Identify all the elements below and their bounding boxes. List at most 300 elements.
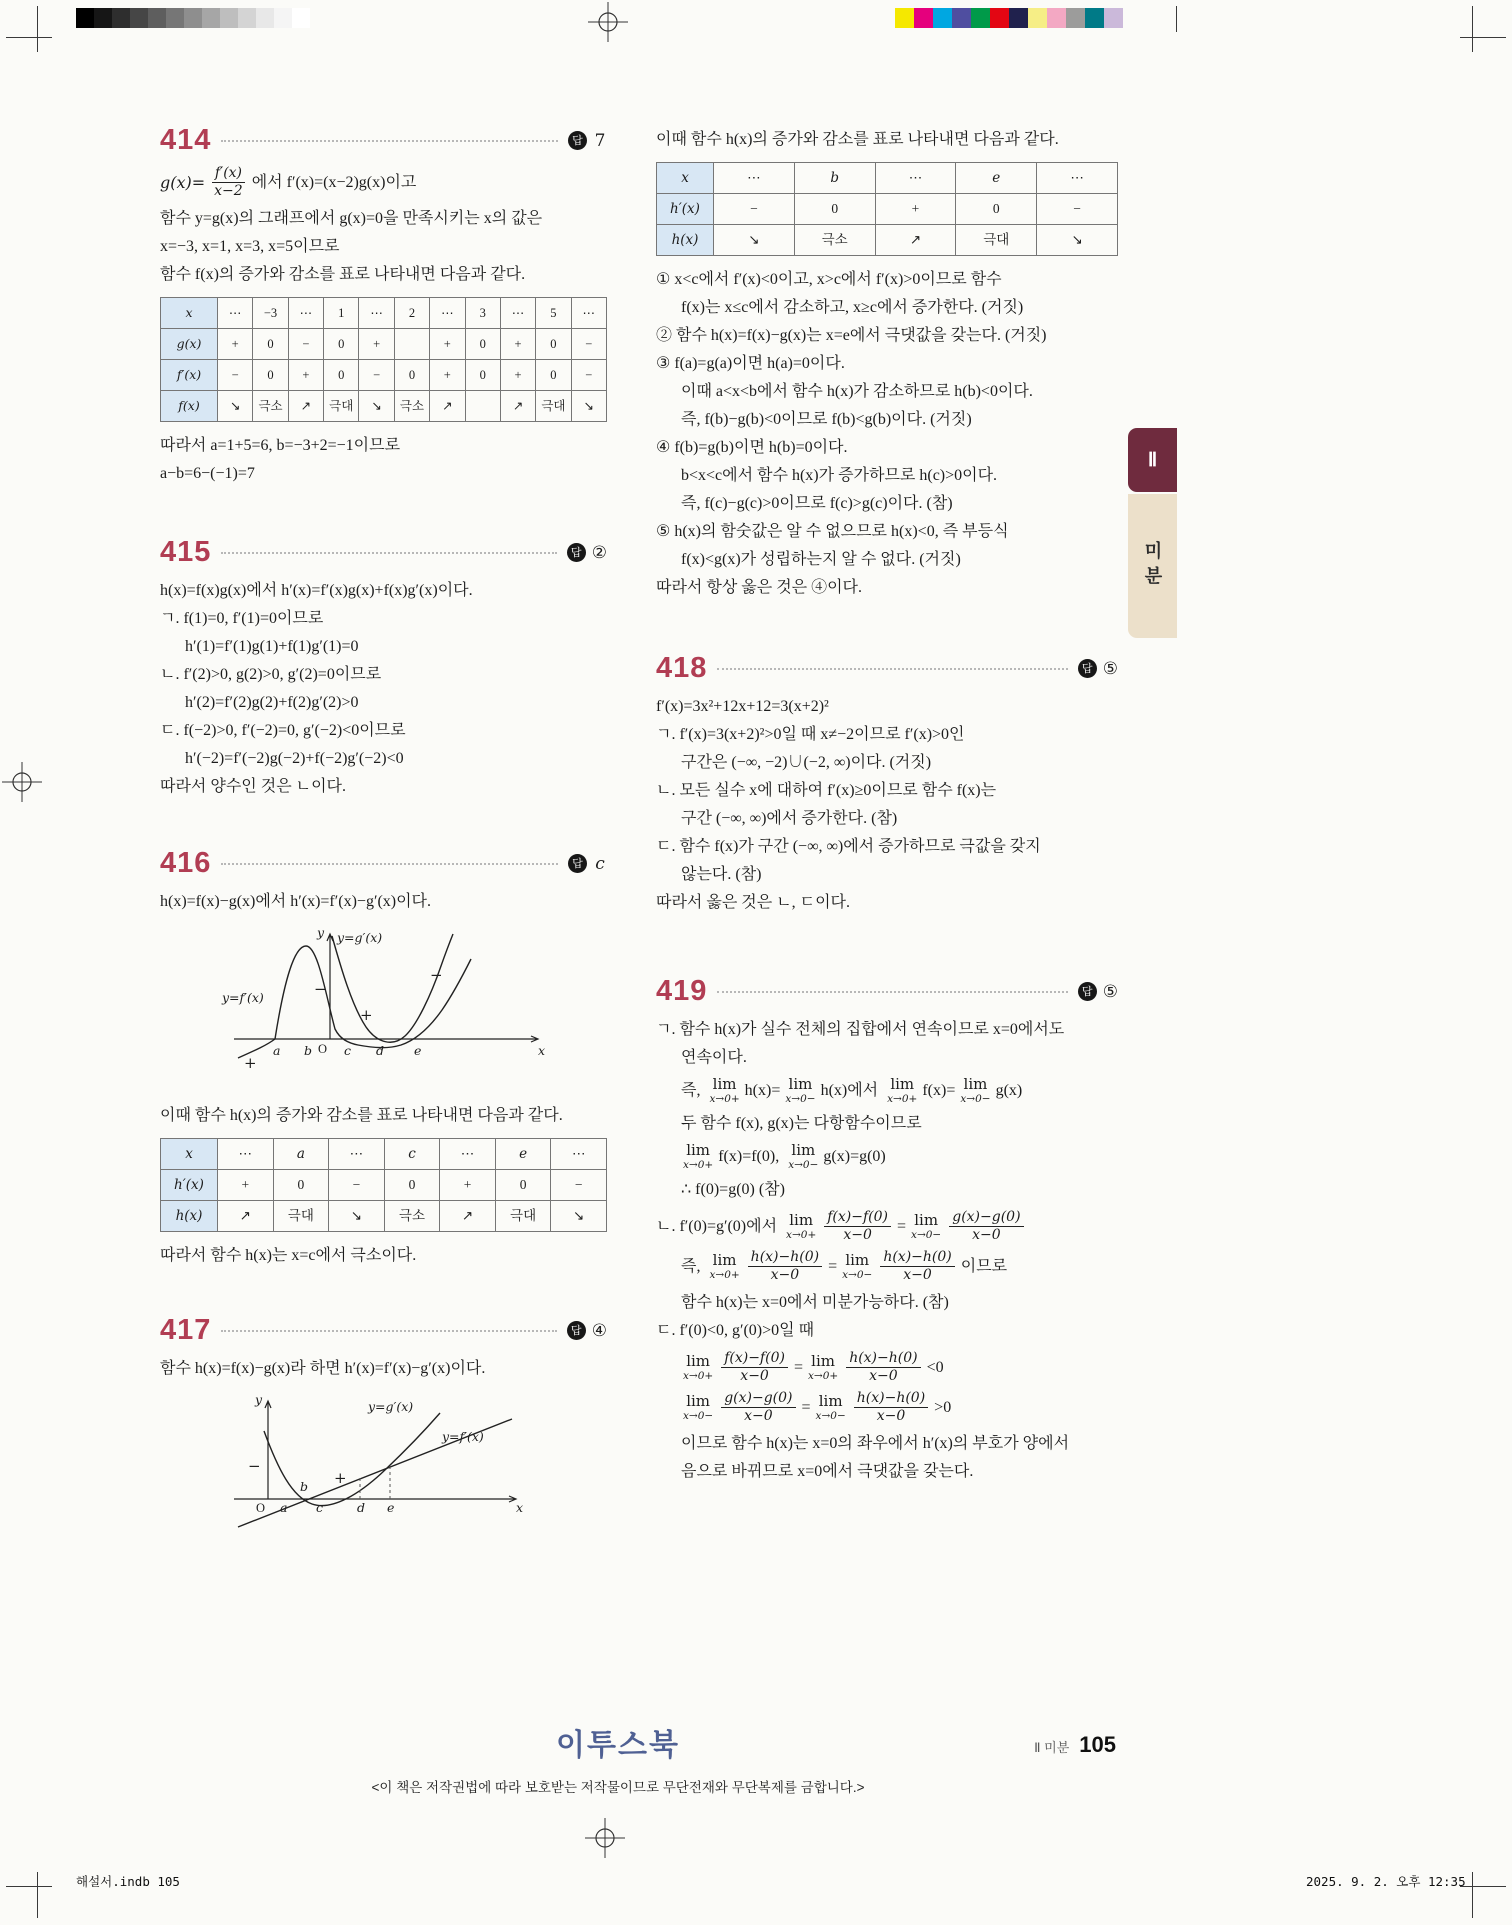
table-cell: ⋯ <box>359 298 394 329</box>
g-prime-curve <box>332 934 453 1042</box>
fraction-denominator: x−0 <box>903 1267 932 1283</box>
g-prime-label: y=g′(x) <box>337 930 383 945</box>
table-cell: ⋯ <box>329 1139 385 1170</box>
lim-subscript: x→0− <box>683 1409 714 1422</box>
problem-header <box>160 849 607 878</box>
problem-header <box>160 1316 607 1345</box>
table-cell: ↘ <box>1037 225 1118 256</box>
problem-number: 414 <box>160 124 212 156</box>
table-cell: x <box>161 1139 218 1170</box>
fraction-denominator: x−0 <box>770 1267 800 1283</box>
table-cell: 0 <box>384 1170 440 1201</box>
text-line: 함수 f(x)의 증가와 감소를 표로 나타내면 다음과 같다. <box>160 266 526 283</box>
publisher-logo: 이투스북 <box>468 1720 768 1764</box>
derivative-graphs <box>220 1391 530 1541</box>
text-line: ㄱ. f(1)=0, f′(1)=0이므로 <box>160 610 324 627</box>
text-line: ㄷ. f(−2)>0, f′(−2)=0, g′(−2)<0이므로 <box>160 722 406 739</box>
limit-operator <box>815 1391 846 1422</box>
math-line <box>656 1350 1118 1385</box>
limit-operator <box>709 1250 740 1281</box>
lim-subscript: x→0− <box>911 1228 942 1241</box>
f-prime-curve <box>238 946 471 1058</box>
table-cell: + <box>218 1170 274 1201</box>
fraction-denominator: x−0 <box>740 1368 769 1384</box>
lim-subscript: x→0+ <box>683 1159 714 1172</box>
table-cell: − <box>329 1170 385 1201</box>
color-swatch <box>94 8 112 28</box>
y-axis-label: y <box>316 925 324 940</box>
color-swatch <box>184 8 202 28</box>
problem-417-continued <box>656 126 1118 602</box>
derivative-graphs <box>220 924 550 1084</box>
equals-sign: = <box>793 1358 803 1376</box>
f-prime-label: y=f′(x) <box>442 1429 484 1444</box>
table-cell: 0 <box>465 329 500 360</box>
text-line: 않는다. (참) <box>681 866 762 883</box>
limit-operator <box>709 1077 739 1105</box>
color-swatch <box>1028 8 1047 28</box>
table-cell: c <box>384 1139 440 1170</box>
point-label-d: d <box>376 1043 385 1058</box>
answer-value: ⑤ <box>1102 981 1118 1002</box>
color-swatch <box>990 8 1009 28</box>
text-line: 따라서 함수 h(x)는 x=c에서 극소이다. <box>160 1247 417 1264</box>
text-line: 즉, f(b)−g(b)<0이므로 f(b)<g(b)이다. (거짓) <box>681 411 972 428</box>
color-swatch <box>292 8 310 28</box>
text-line: f(x)는 x≤c에서 감소하고, x≥c에서 증가한다. (거짓) <box>681 299 1024 316</box>
fraction-numerator: h(x)−h(0) <box>846 1350 920 1368</box>
fraction <box>846 1350 920 1385</box>
fraction <box>949 1209 1023 1244</box>
answer-badge-icon: 답 <box>1078 659 1097 678</box>
table-cell: − <box>571 360 606 391</box>
lim-word: lim <box>914 1210 939 1229</box>
g-prime-label: y=g′(x) <box>368 1399 414 1414</box>
text-line: 이때 함수 h(x)의 증가와 감소를 표로 나타내면 다음과 같다. <box>656 131 1059 148</box>
table-cell: g(x) <box>161 329 218 360</box>
table-row <box>161 329 607 360</box>
lim-subscript: x→0+ <box>709 1093 740 1106</box>
table-cell: −3 <box>253 298 288 329</box>
text-line: 이때 함수 h(x)의 증가와 감소를 표로 나타내면 다음과 같다. <box>160 1107 563 1124</box>
lim-word: lim <box>963 1075 988 1094</box>
x-axis-label: x <box>538 1043 546 1058</box>
fraction <box>854 1390 928 1425</box>
graph-figure <box>220 924 607 1094</box>
fraction <box>824 1209 891 1244</box>
lim-subscript: x→0− <box>960 1093 991 1106</box>
color-swatch <box>166 8 184 28</box>
point-label-c: c <box>316 1500 324 1515</box>
registration-mark <box>583 1816 627 1860</box>
problem-number: 415 <box>160 536 212 568</box>
answer-value: c <box>595 853 605 874</box>
table-cell: e <box>495 1139 551 1170</box>
sign-minus: − <box>430 966 443 984</box>
dotted-leader <box>221 552 556 554</box>
text-line: 이므로 함수 h(x)는 x=0의 좌우에서 h′(x)의 부호가 양에서 <box>681 1435 1070 1452</box>
color-swatch <box>952 8 971 28</box>
table-cell: 5 <box>536 298 571 329</box>
table-cell: + <box>218 329 253 360</box>
point-label-d: d <box>357 1500 366 1515</box>
sign-minus: − <box>314 980 327 998</box>
answer-badge-icon: 답 <box>568 854 587 873</box>
table-cell: − <box>359 360 394 391</box>
table-cell: ⋯ <box>875 163 956 194</box>
trim-mark <box>1460 1886 1506 1887</box>
answer-value: ⑤ <box>1102 658 1118 679</box>
table-cell: − <box>571 329 606 360</box>
problem-414 <box>160 126 607 488</box>
text-line: 구간 (−∞, ∞)에서 증가한다. (참) <box>681 810 898 827</box>
table-cell: 1 <box>324 298 359 329</box>
math-line <box>656 1077 1118 1105</box>
table-cell: ↗ <box>875 225 956 256</box>
math-text: f(x)=f(0), <box>718 1148 784 1165</box>
trim-mark <box>1472 6 1473 52</box>
answer-value: 7 <box>594 130 606 151</box>
table-cell: h(x) <box>657 225 714 256</box>
table-cell: + <box>430 329 465 360</box>
limit-operator <box>887 1077 917 1105</box>
table-cell: 극소 <box>384 1201 440 1232</box>
text-line: a−b=6−(−1)=7 <box>160 465 255 482</box>
table-row <box>657 225 1118 256</box>
table-cell: − <box>288 329 323 360</box>
chapter-tab-label <box>1128 494 1177 638</box>
lim-subscript: x→0− <box>785 1093 816 1106</box>
limit-operator <box>807 1351 839 1382</box>
text-line: f(x)<g(x)가 성립하는지 알 수 없다. (거짓) <box>681 551 961 568</box>
trim-mark <box>1472 1872 1473 1918</box>
lim-word: lim <box>686 1351 711 1370</box>
lim-word: lim <box>788 1075 813 1094</box>
sign-plus: + <box>360 1006 373 1024</box>
text-line: 두 함수 f(x), g(x)는 다항함수이므로 <box>681 1115 922 1132</box>
table-cell: 극대 <box>273 1201 329 1232</box>
lim-word: lim <box>811 1351 835 1370</box>
table-cell: 극소 <box>394 391 429 422</box>
lim-word: lim <box>712 1075 737 1094</box>
lim-word: lim <box>789 1210 814 1229</box>
fraction-denominator: x−0 <box>869 1368 898 1384</box>
point-label-b: b <box>304 1043 313 1058</box>
text-line: ① x<c에서 f′(x)<0이고, x>c에서 f′(x)>0이므로 함수 <box>656 271 1002 288</box>
answer-badge-icon: 답 <box>567 543 586 562</box>
equals-sign: = <box>828 1257 838 1275</box>
lim-subscript: x→0+ <box>887 1093 918 1106</box>
table-cell: 2 <box>394 298 429 329</box>
grayscale-calibration-bar <box>76 8 310 28</box>
table-cell: + <box>430 360 465 391</box>
table-cell: 0 <box>794 194 875 225</box>
limit-operator <box>786 1210 817 1241</box>
text-line: ㄷ. 함수 f(x)가 구간 (−∞, ∞)에서 증가하므로 극값을 갖지 <box>656 838 1041 855</box>
lim-subscript: x→0− <box>842 1268 873 1281</box>
trim-mark <box>37 6 38 52</box>
table-cell: 극소 <box>794 225 875 256</box>
table-cell: ↗ <box>430 391 465 422</box>
text-line: ⑤ h(x)의 함숫값은 알 수 없으므로 h(x)<0, 즉 부등식 <box>656 523 1009 540</box>
table-cell: f′(x) <box>161 360 218 391</box>
table-cell: a <box>273 1139 329 1170</box>
table-cell: ↘ <box>218 391 253 422</box>
problem-number: 417 <box>160 1314 212 1346</box>
lim-subscript: x→0+ <box>786 1228 817 1241</box>
dotted-leader <box>717 668 1067 670</box>
fraction-denominator: x−0 <box>972 1227 1001 1243</box>
fraction-numerator: h(x)−h(0) <box>748 1249 822 1267</box>
table-cell: 0 <box>253 360 288 391</box>
limit-operator <box>683 1143 713 1171</box>
x-axis <box>234 1496 516 1502</box>
table-cell: 극대 <box>495 1201 551 1232</box>
lim-subscript: x→0− <box>788 1159 819 1172</box>
table-cell: + <box>500 329 535 360</box>
origin-label: O <box>318 1042 328 1056</box>
point-label-a: a <box>280 1500 288 1515</box>
table-cell: − <box>714 194 795 225</box>
trim-mark <box>6 37 52 38</box>
color-swatch <box>148 8 166 28</box>
lim-word: lim <box>712 1250 737 1269</box>
table-cell: ⋯ <box>430 298 465 329</box>
color-swatch <box>1085 8 1104 28</box>
trim-mark <box>1460 37 1506 38</box>
fraction-numerator: f(x)−f(0) <box>721 1350 788 1368</box>
chapter-roman-numeral: Ⅱ <box>1147 449 1158 471</box>
sign-plus: + <box>334 1469 347 1487</box>
color-swatch <box>274 8 292 28</box>
table-cell: ↘ <box>571 391 606 422</box>
graph-figure <box>220 1391 607 1551</box>
chapter-tab-text: 미분 <box>1142 541 1163 591</box>
color-swatch <box>1066 8 1085 28</box>
color-swatch <box>202 8 220 28</box>
text-line: h(x)=f(x)−g(x)에서 h′(x)=f′(x)−g′(x)이다. <box>160 893 432 910</box>
text-line: 구간은 (−∞, −2)∪(−2, ∞)이다. (거짓) <box>681 754 932 771</box>
point-label-c: c <box>344 1043 352 1058</box>
chapter-tab-roman <box>1128 428 1177 492</box>
problem-header <box>160 126 607 155</box>
page-footer <box>900 1732 1116 1758</box>
text-line: 연속이다. <box>681 1049 747 1066</box>
table-cell: 0 <box>536 360 571 391</box>
text-line: 따라서 옳은 것은 ㄴ, ㄷ이다. <box>656 894 851 911</box>
table-cell: ↗ <box>500 391 535 422</box>
table-cell: 0 <box>465 360 500 391</box>
limit-operator <box>842 1250 873 1281</box>
table-cell: 0 <box>394 360 429 391</box>
text-line: ③ f(a)=g(a)이면 h(a)=0이다. <box>656 355 845 372</box>
table-cell: ↘ <box>714 225 795 256</box>
text-line: 함수 h(x)는 x=0에서 미분가능하다. (참) <box>681 1294 949 1311</box>
trim-mark <box>1176 6 1177 32</box>
fraction-numerator: g(x)−g(0) <box>721 1390 795 1408</box>
y-axis <box>265 1401 271 1499</box>
text-line: ㄷ. f′(0)<0, g′(0)>0일 때 <box>656 1322 815 1339</box>
point-label-e: e <box>387 1500 395 1515</box>
text-line: 따라서 항상 옳은 것은 ④이다. <box>656 579 863 596</box>
color-swatch <box>76 8 94 28</box>
lim-word: lim <box>818 1391 843 1410</box>
point-label-b: b <box>300 1479 309 1494</box>
text-line: ㄴ. f′(2)>0, g(2)>0, g′(2)=0이므로 <box>160 666 382 683</box>
color-calibration-bar <box>895 8 1123 28</box>
text-line: x=−3, x=1, x=3, x=5이므로 <box>160 238 340 255</box>
math-text: <0 <box>926 1358 944 1376</box>
math-line <box>656 1209 1118 1244</box>
print-slug-filename: 해설서.indb 105 <box>76 1874 180 1889</box>
table-cell: ↗ <box>440 1201 496 1232</box>
color-swatch <box>933 8 952 28</box>
math-text: 이므로 <box>960 1257 1008 1275</box>
fraction <box>721 1390 795 1425</box>
fraction-denominator: x−0 <box>876 1408 906 1424</box>
problem-418 <box>656 654 1118 917</box>
fraction-denominator: x−0 <box>843 1227 872 1243</box>
text-line: 음으로 바뀌므로 x=0에서 극댓값을 갖는다. <box>681 1463 974 1480</box>
problem-417 <box>160 1316 607 1551</box>
lim-subscript: x→0+ <box>709 1268 740 1281</box>
text-line: ∴ f(0)=g(0) (참) <box>681 1181 785 1198</box>
color-swatch <box>220 8 238 28</box>
table-cell: + <box>875 194 956 225</box>
problem-415 <box>160 538 607 801</box>
registration-mark <box>586 0 630 44</box>
table-cell: 3 <box>465 298 500 329</box>
text-line: f′(x)=3x²+12x+12=3(x+2)² <box>656 698 829 715</box>
color-swatch <box>1047 8 1066 28</box>
origin-label: O <box>256 1501 266 1515</box>
table-cell: ↘ <box>359 391 394 422</box>
answer-badge-icon: 답 <box>568 131 587 150</box>
text-line: 따라서 a=1+5=6, b=−3+2=−1이므로 <box>160 437 401 454</box>
table-cell: b <box>794 163 875 194</box>
table-cell: ↘ <box>329 1201 385 1232</box>
math-text: h(x)= <box>744 1082 781 1099</box>
math-text: g(x) <box>995 1082 1023 1099</box>
table-row <box>657 163 1118 194</box>
table-cell: ⋯ <box>218 298 253 329</box>
print-slug-datetime: 2025. 9. 2. 오후 12:35 <box>1306 1874 1466 1889</box>
text-line: b<x<c에서 함수 h(x)가 증가하므로 h(c)>0이다. <box>681 467 998 484</box>
text-line: ㄴ. 모든 실수 x에 대하여 f′(x)≥0이므로 함수 f(x)는 <box>656 782 997 799</box>
table-cell: − <box>551 1170 607 1201</box>
math-text: g(x)=g(0) <box>823 1148 886 1165</box>
problem-419 <box>656 977 1118 1486</box>
lim-subscript: x→0+ <box>807 1369 839 1382</box>
table-cell: + <box>359 329 394 360</box>
table-row <box>161 1170 607 1201</box>
table-row <box>161 298 607 329</box>
limit-operator <box>960 1077 990 1105</box>
problem-number: 416 <box>160 847 212 879</box>
table-cell: 0 <box>536 329 571 360</box>
lim-subscript: x→0− <box>815 1409 846 1422</box>
color-swatch <box>1104 8 1123 28</box>
text-line: 즉, f(c)−g(c)>0이므로 f(c)>g(c)이다. (참) <box>681 495 953 512</box>
table-cell: ⋯ <box>1037 163 1118 194</box>
limit-operator <box>683 1351 714 1382</box>
problem-header <box>656 977 1118 1006</box>
text-line: 이때 a<x<b에서 함수 h(x)가 감소하므로 h(b)<0이다. <box>681 383 1033 400</box>
table-cell: ⋯ <box>500 298 535 329</box>
table-cell: 0 <box>253 329 288 360</box>
text-line: ㄱ. f′(x)=3(x+2)²>0일 때 x≠−2이므로 f′(x)>0인 <box>656 726 965 743</box>
color-swatch <box>112 8 130 28</box>
math-line <box>160 165 607 200</box>
fraction <box>721 1350 788 1385</box>
fraction-numerator: h(x)−h(0) <box>854 1390 928 1408</box>
problem-416 <box>160 849 607 1270</box>
math-text: >0 <box>934 1398 952 1416</box>
text-line: 함수 h(x)=f(x)−g(x)라 하면 h′(x)=f′(x)−g′(x)이다. <box>160 1360 486 1377</box>
y-axis-label: y <box>254 1392 262 1407</box>
table-cell: ⋯ <box>440 1139 496 1170</box>
problem-number: 419 <box>656 975 708 1007</box>
math-text: ㄴ. f′(0)=g′(0)에서 <box>656 1217 782 1235</box>
problem-header <box>160 538 607 567</box>
text-line: ② 함수 h(x)=f(x)−g(x)는 x=e에서 극댓값을 갖는다. (거짓) <box>656 327 1047 344</box>
text-line: 함수 y=g(x)의 그래프에서 g(x)=0을 만족시키는 x의 값은 <box>160 210 543 227</box>
text-line: ④ f(b)=g(b)이면 h(b)=0이다. <box>656 439 848 456</box>
table-cell: 극대 <box>324 391 359 422</box>
table-cell <box>394 329 429 360</box>
fraction-denominator: x−2 <box>214 183 243 199</box>
answer-badge-icon: 답 <box>1078 982 1097 1001</box>
table-cell: 0 <box>324 360 359 391</box>
text-line: ㄱ. 함수 h(x)가 실수 전체의 집합에서 연속이므로 x=0에서도 <box>656 1021 1065 1038</box>
point-label-a: a <box>273 1043 281 1058</box>
equals-sign: = <box>801 1398 811 1416</box>
table-cell: ↗ <box>218 1201 274 1232</box>
table-cell: x <box>657 163 714 194</box>
limit-operator <box>788 1143 818 1171</box>
lim-subscript: x→0+ <box>683 1369 714 1382</box>
answer-value: ④ <box>591 1320 607 1341</box>
table-row <box>161 1201 607 1232</box>
table-cell: ⋯ <box>571 298 606 329</box>
x-axis <box>234 1036 538 1042</box>
lim-word: lim <box>845 1250 870 1269</box>
fraction-denominator: x−0 <box>744 1408 773 1424</box>
registration-mark <box>0 760 44 804</box>
g-prime-parabola <box>264 1413 440 1506</box>
table-cell: − <box>1037 194 1118 225</box>
fraction <box>748 1249 822 1284</box>
table-cell: + <box>440 1170 496 1201</box>
trim-mark <box>6 1886 52 1887</box>
table-cell: − <box>218 360 253 391</box>
fraction <box>211 165 246 200</box>
table-cell: ⋯ <box>218 1139 274 1170</box>
point-label-e: e <box>414 1043 422 1058</box>
table-cell: h(x) <box>161 1201 218 1232</box>
fraction-numerator: g(x)−g(0) <box>949 1209 1023 1227</box>
sign-table <box>656 162 1118 256</box>
lim-word: lim <box>791 1141 816 1160</box>
fraction-numerator: h(x)−h(0) <box>880 1249 954 1267</box>
math-line <box>656 1390 1118 1425</box>
lim-word: lim <box>890 1075 915 1094</box>
left-column <box>160 126 607 1559</box>
copyright-notice: <이 책은 저작권법에 따라 보호받는 저작물이므로 무단전재와 무단복제를 금합니다.> <box>371 1780 865 1795</box>
lim-word: lim <box>686 1141 711 1160</box>
color-swatch <box>238 8 256 28</box>
table-cell: + <box>288 360 323 391</box>
